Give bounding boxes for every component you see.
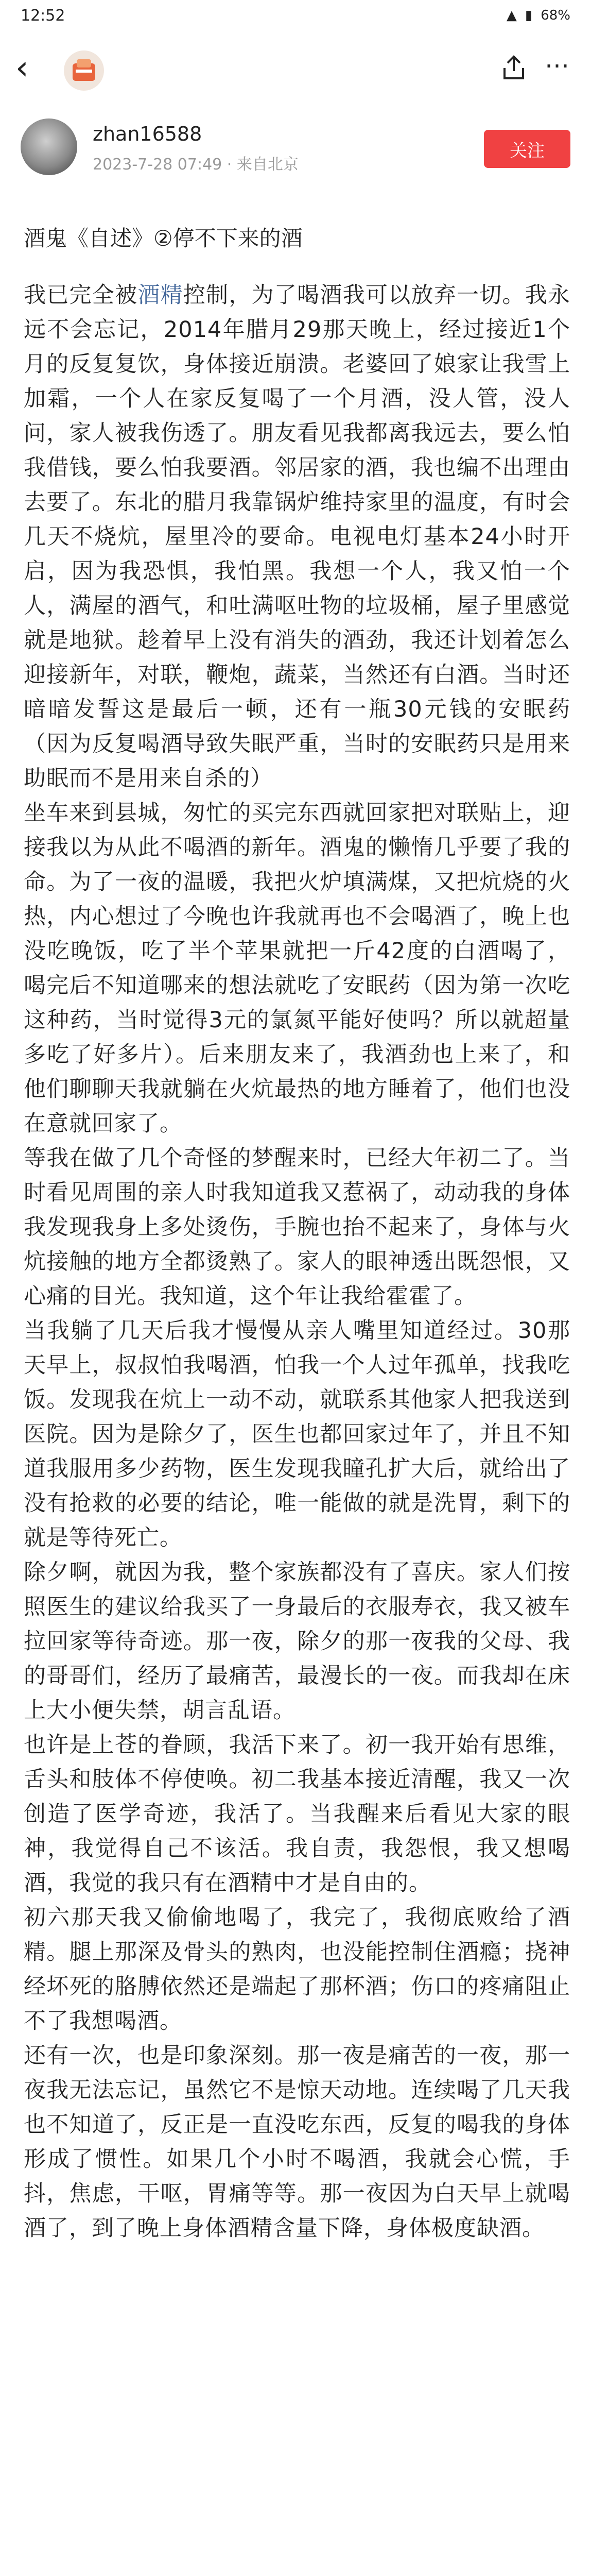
avatar[interactable]	[21, 118, 77, 175]
author-meta: 2023-7-28 07:49 · 来自北京	[93, 156, 299, 174]
battery-level: 68%	[541, 8, 570, 23]
chevron-left-icon[interactable]: ‹	[15, 49, 29, 87]
article-title: 酒鬼《自述》②停不下来的酒	[24, 226, 303, 251]
author-row	[0, 118, 591, 185]
status-icons	[507, 8, 570, 23]
author-name[interactable]: zhan16588	[93, 123, 202, 145]
share-icon[interactable]	[498, 53, 529, 83]
logo-icon	[68, 55, 99, 86]
paragraph-3: 等我在做了几个奇怪的梦醒来时，已经大年初二了。当时看见周围的亲人时我知道我又惹祸了，动动我的身体我发现我身上多处烫伤，手腕也抬不起来了，身体与火炕接触的地方全都烫熟了。家人的眼神透出既怨恨，又心痛的目光。我知道，这个年让我给霍霍了。	[24, 1145, 570, 1309]
app-bar	[0, 37, 591, 104]
paragraph-6: 也许是上苍的眷顾，我活下来了。初一我开始有思维，舌头和肢体不停使唤。初二我基本接近清醒，我又一次创造了医学奇迹，我活了。当我醒来后看见大家的眼神，我觉得自己不该活。我自责，我怨恨，我又想喝酒，我觉的我只有在酒精中才是自由的。	[24, 1732, 570, 1896]
app-logo	[64, 50, 104, 91]
more-icon[interactable]: ⋯	[545, 51, 569, 80]
paragraph-7: 初六那天我又偷偷地喝了，我完了，我彻底败给了酒精。腿上那深及骨头的熟肉，也没能控制住酒瘾；挠神经坏死的胳膊依然还是端起了那杯酒；伤口的疼痛阻止不了我想喝酒。	[24, 1905, 570, 2034]
paragraph-1-text-a: 我已完全被	[24, 282, 138, 308]
status-time: 12:52	[21, 6, 65, 25]
status-bar	[0, 0, 591, 31]
paragraph-1	[24, 278, 570, 796]
paragraph-8: 还有一次，也是印象深刻。那一夜是痛苦的一夜，那一夜我无法忘记，虽然它不是惊天动地。连续喝了几天我也不知道了，反正是一直没吃东西，反复的喝我的身体形成了惯性。如果几个小时不喝酒，我就会心慌，手抖，焦虑，干呕，胃痛等等。那一夜因为白天早上就喝酒了，到了晚上身体酒精含量下降，身体极度缺酒。	[24, 2043, 570, 2241]
keyword-link[interactable]: 酒精	[137, 282, 183, 308]
article-body	[24, 278, 570, 2246]
paragraph-5: 除夕啊，就因为我，整个家族都没有了喜庆。家人们按照医生的建议给我买了一身最后的衣服寿衣，我又被车拉回家等待奇迹。那一夜，除夕的那一夜我的父母、我的哥哥们，经历了最痛苦，最漫长的一夜。而我却在床上大小便失禁，胡言乱语。	[24, 1560, 570, 1723]
paragraph-4: 当我躺了几天后我才慢慢从亲人嘴里知道经过。30那天早上，叔叔怕我喝酒，怕我一个人过年孤单，找我吃饭。发现我在炕上一动不动，就联系其他家人把我送到医院。因为是除夕了，医生也都回家过年了，并且不知道我服用多少药物，医生发现我瞳孔扩大后，就给出了没有抢救的必要的结论，唯一能做的就是洗胃，剩下的就是等待死亡。	[24, 1318, 570, 1551]
paragraph-2: 坐车来到县城，匆忙的买完东西就回家把对联贴上，迎接我以为从此不喝酒的新年。酒鬼的懒惰几乎要了我的命。为了一夜的温暖，我把火炉填满煤，又把炕烧的火热，内心想过了今晚也许我就再也不会喝酒了，晚上也没吃晚饭，吃了半个苹果就把一斤42度的白酒喝了，喝完后不知道哪来的想法就吃了安眠药（因为第一次吃这种药，当时觉得3元的氯氮平能好使吗？所以就超量多吃了好多片）。后来朋友来了，我酒劲也上来了，和他们聊聊天我就躺在火炕最热的地方睡着了，他们也没在意就回家了。	[24, 800, 570, 1137]
follow-button[interactable]: 关注	[484, 130, 570, 168]
paragraph-1-text-b: 控制，为了喝酒我可以放弃一切。我永远不会忘记，2014年腊月29那天晚上，经过接近1个月的反复复饮，身体接近崩溃。老婆回了娘家让我雪上加霜，一个人在家反复喝了一个月酒，没人管，没人问，家人被我伤透了。朋友看见我都离我远去，要么怕我借钱，要么怕我要酒。邻居家的酒，我也编不出理由去要了。东北的腊月我靠锅炉维持家里的温度，有时会几天不烧炕，屋里冷的要命。电视电灯基本24小时开启，因为我恐惧，我怕黑。我想一个人，我又怕一个人，满屋的酒气，和吐满呕吐物的垃圾桶，屋子里感觉就是地狱。趁着早上没有消失的酒劲，我还计划着怎么迎接新年，对联，鞭炮，蔬菜，当然还有白酒。当时还暗暗发誓这是最后一顿，还有一瓶30元钱的安眠药（因为反复喝酒导致失眠严重，当时的安眠药只是用来助眠而不是用来自杀的）	[24, 282, 571, 791]
wifi-icon: ▲	[506, 8, 517, 23]
signal-icon: ▮	[525, 8, 533, 23]
